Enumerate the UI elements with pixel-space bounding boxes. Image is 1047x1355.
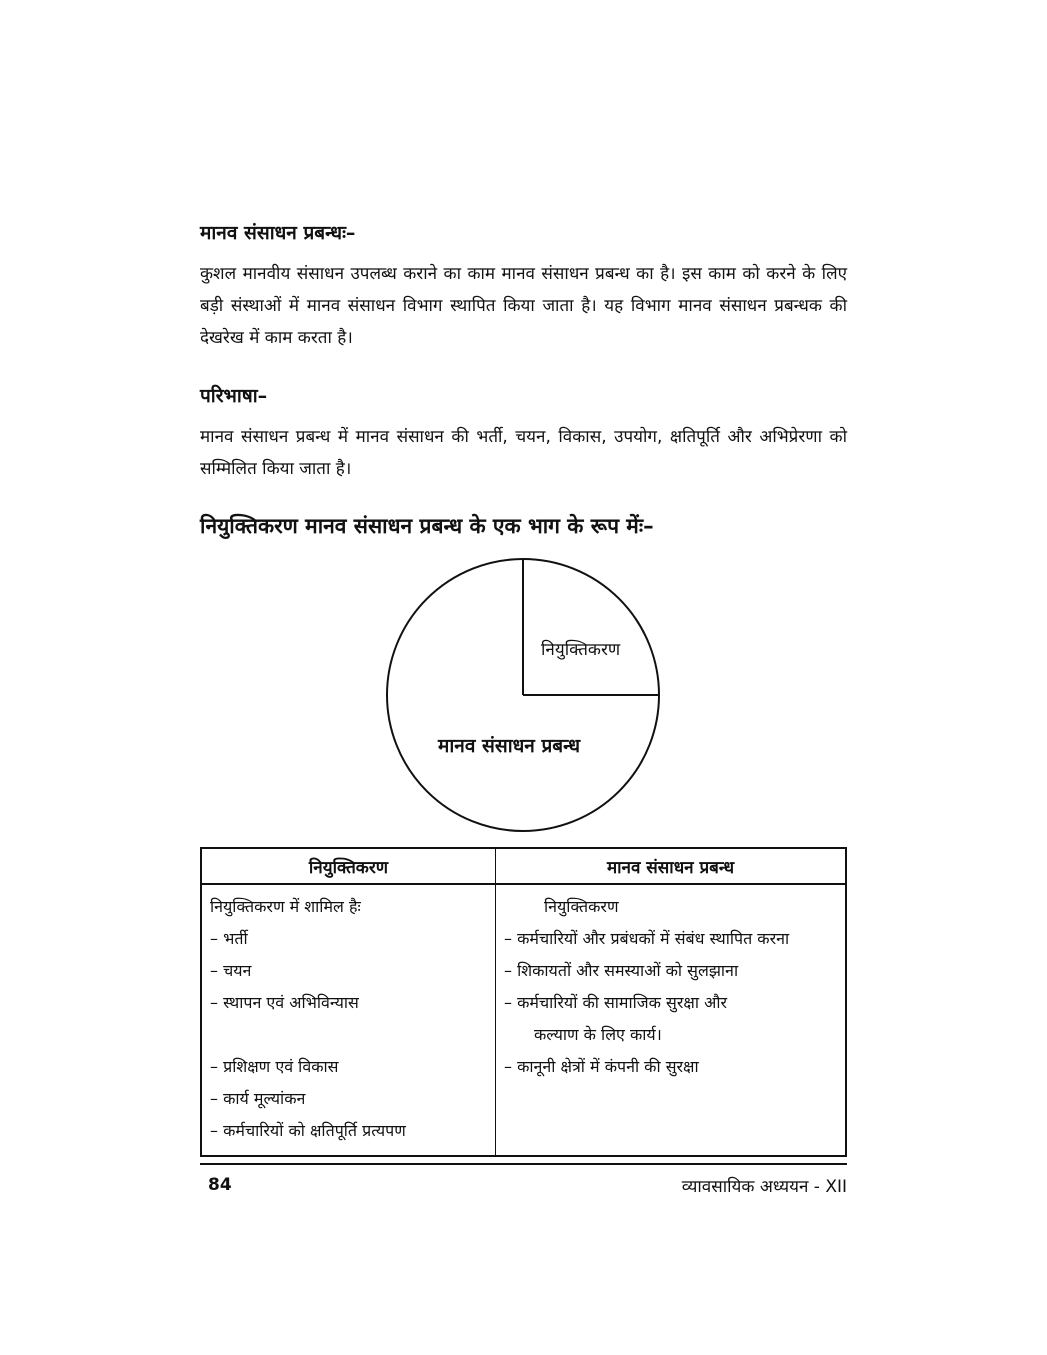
list-item: – स्थापन एवं अभिविन्यास <box>210 993 359 1012</box>
paragraph-hrm: कुशल मानवीय संसाधन उपलब्ध कराने का काम मानव संसाधन प्रबन्ध का है। इस काम को करने के लिए बड़ी संस्थाओं में मानव संसाधन विभाग स्थापित किया जाता है। यह विभाग मानव संसाधन प्रबन्धक की देखरेख में काम करता है। <box>200 264 847 348</box>
list-item: – भर्ती <box>210 929 248 948</box>
list-item: – प्रशिक्षण एवं विकास <box>210 1057 339 1076</box>
list-item: कल्याण के लिए कार्य। <box>534 1025 662 1044</box>
table-header-staffing: नियुक्तिकरण <box>201 848 496 884</box>
list-item: – कार्य मूल्यांकन <box>210 1089 306 1108</box>
page-number: 84 <box>208 1175 232 1195</box>
diagram-slice-label: नियुक्तिकरण <box>541 640 621 660</box>
list-item: नियुक्तिकरण <box>544 897 619 916</box>
table-cell-staffing <box>201 884 496 1156</box>
list-item: – कर्मचारियों को क्षतिपूर्ति प्रत्यपण <box>210 1121 406 1140</box>
list-item: – कानूनी क्षेत्रों में कंपनी की सुरक्षा <box>504 1057 699 1076</box>
section-heading-staffing: नियुक्तिकरण मानव संसाधन प्रबन्ध के एक भाग के रूप मेंः– <box>200 514 654 538</box>
book-title: व्यावसायिक अध्ययन - XII <box>681 1177 847 1197</box>
table-header-hrm: मानव संसाधन प्रबन्ध <box>496 848 847 884</box>
diagram-whole-label: मानव संसाधन प्रबन्ध <box>438 735 581 757</box>
list-item: नियुक्तिकरण में शामिल हैः <box>210 897 361 916</box>
footer-divider <box>200 1163 847 1165</box>
paragraph-definition: मानव संसाधन प्रबन्ध में मानव संसाधन की भर्ती, चयन, विकास, उपयोग, क्षतिपूर्ति और अभिप्रेरणा को सम्मिलित किया जाता है। <box>200 427 847 479</box>
list-item: – चयन <box>210 961 252 980</box>
list-item: – शिकायतों और समस्याओं को सुलझाना <box>504 961 739 980</box>
table-row <box>201 884 846 1156</box>
comparison-table <box>200 847 847 1157</box>
section-heading-hrm: मानव संसाधन प्रबन्धः– <box>200 222 356 244</box>
table-cell-hrm <box>496 884 847 1156</box>
list-spacer <box>210 1019 495 1051</box>
table-header-row <box>201 848 846 884</box>
section-heading-definition: परिभाषा– <box>200 385 268 407</box>
list-item: – कर्मचारियों और प्रबंधकों में संबंध स्थापित करना <box>504 929 790 948</box>
list-item: – कर्मचारियों की सामाजिक सुरक्षा और <box>504 993 727 1012</box>
staffing-pie-diagram <box>383 557 665 837</box>
